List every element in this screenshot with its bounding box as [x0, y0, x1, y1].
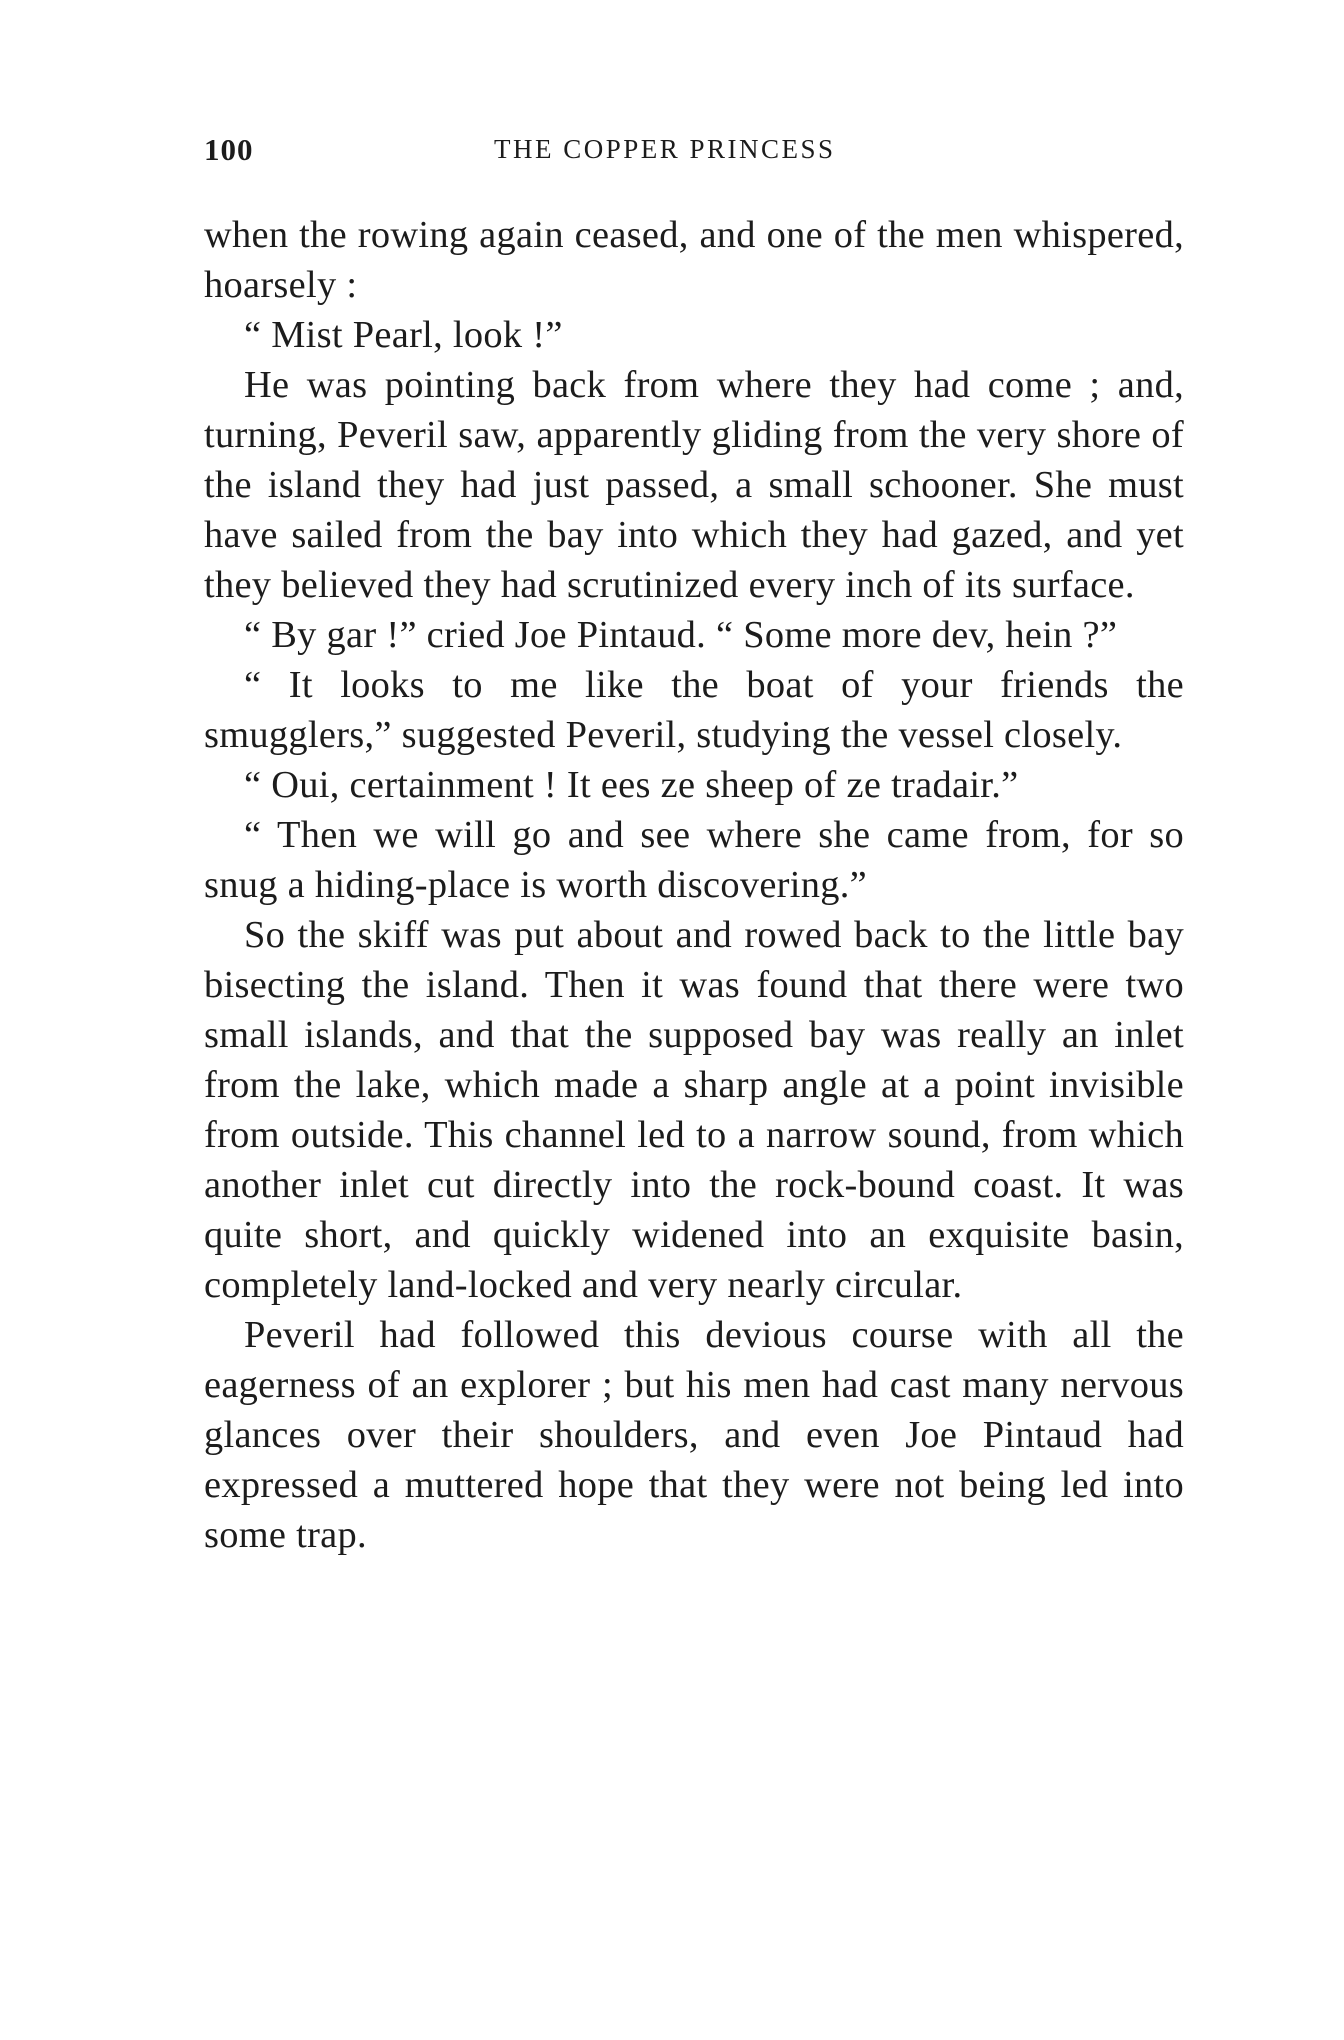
page-number: 100 [204, 132, 254, 167]
body-text [204, 210, 1184, 1560]
paragraph: “ It looks to me like the boat of your friends the smugglers,” suggested Peveril, studying the vessel closely. [204, 664, 1184, 756]
paragraph: Peveril had followed this devious course with all the eagerness of an explorer ; but his men had cast many nervous glances over their shoulders, and even Joe Pintaud had expressed a muttered hope that they were not being led into some trap. [204, 1314, 1184, 1556]
paragraph: “ Then we will go and see where she came from, for so snug a hiding-place is worth discovering.” [204, 814, 1184, 906]
running-title: THE COPPER PRINCESS [494, 134, 836, 164]
paragraph: when the rowing again ceased, and one of the men whispered, hoarsely : [204, 214, 1184, 306]
paragraph: “ By gar !” cried Joe Pintaud. “ Some more dev, hein ?” [244, 614, 1118, 656]
paragraph: “ Oui, certainment ! It ees ze sheep of ze tradair.” [244, 764, 1019, 806]
paragraph: He was pointing back from where they had come ; and, turning, Peveril saw, apparently gliding from the very shore of the island they had just passed, a small schooner. She must have sailed from the bay into which they had gazed, and yet they believed they had scrutinized every inch of its surface. [204, 364, 1184, 606]
paragraph: “ Mist Pearl, look !” [244, 314, 563, 356]
paragraph: So the skiff was put about and rowed back to the little bay bisecting the island. Then it was found that there were two small islands, and that the supposed bay was really an inlet from the lake, which made a sharp angle at a point invisible from outside. This channel led to a narrow sound, from which another inlet cut directly into the rock-bound coast. It was quite short, and quickly widened into an exquisite basin, completely land-locked and very nearly circular. [204, 914, 1184, 1306]
running-head [204, 132, 1184, 176]
